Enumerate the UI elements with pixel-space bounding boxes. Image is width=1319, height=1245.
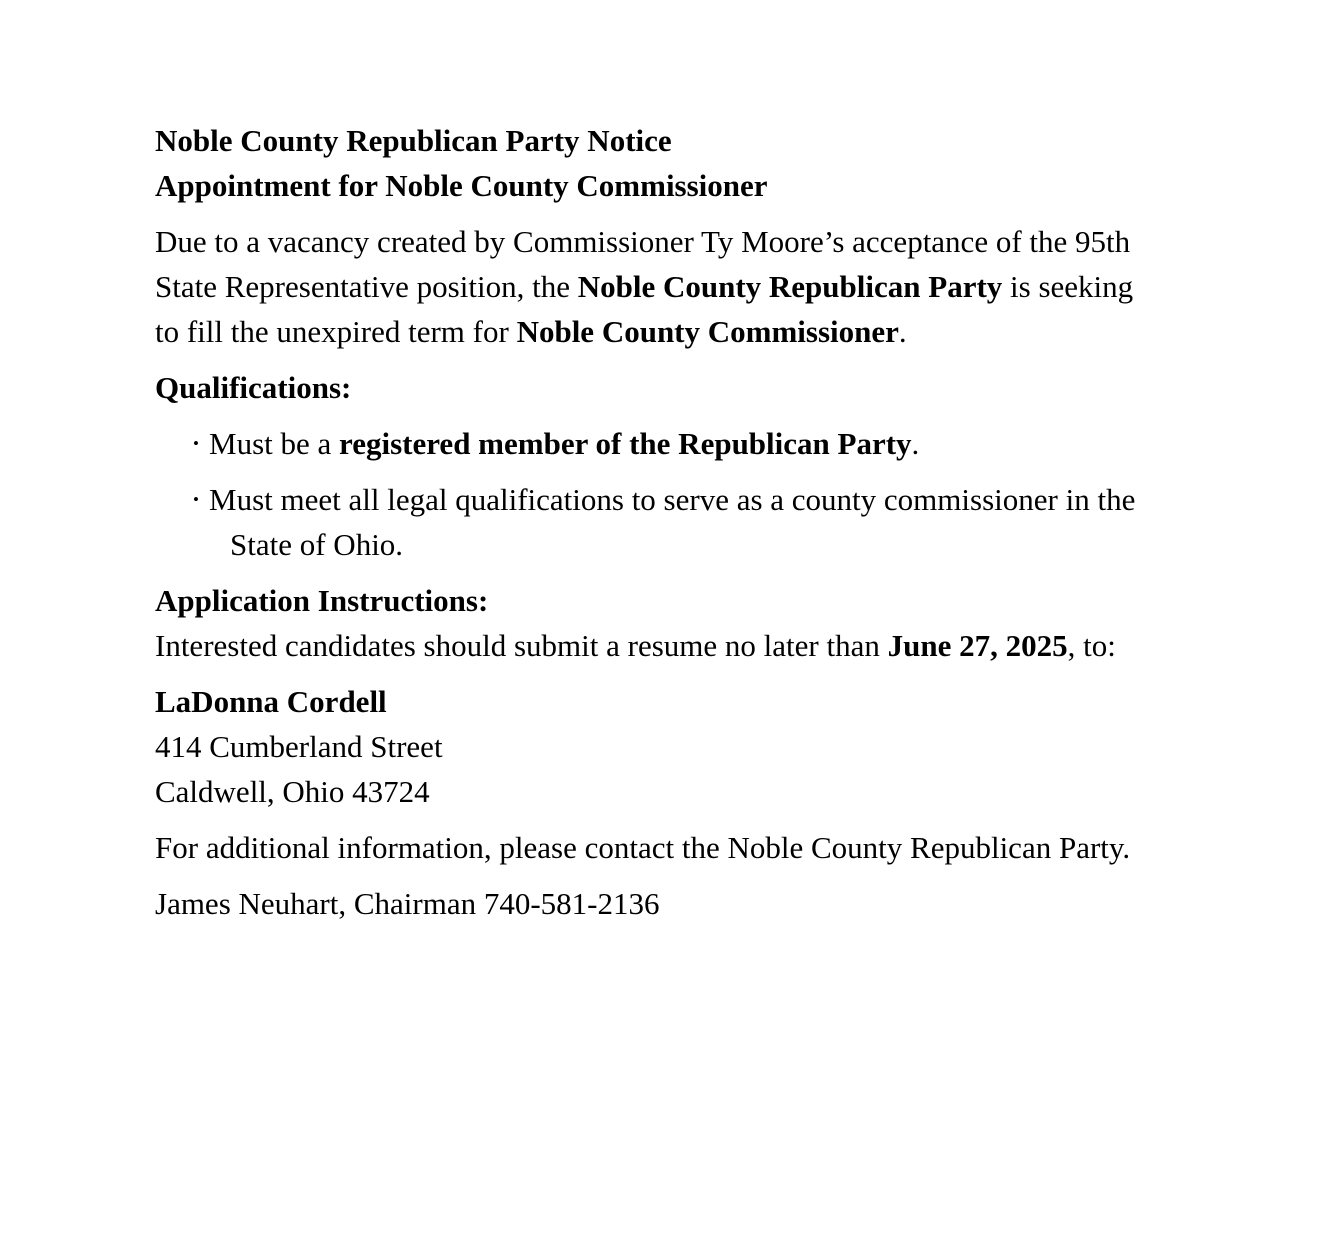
title-line-2: Appointment for Noble County Commissioner xyxy=(155,168,768,203)
document-title xyxy=(155,118,1165,208)
intro-bold-party: Noble County Republican Party xyxy=(577,269,1003,304)
bullet1-text: Must be a xyxy=(209,426,340,461)
bullet-icon: • xyxy=(193,434,199,453)
bullet2-text: Must meet all legal qualifications to serve as a county commissioner in the State of Ohio. xyxy=(209,482,1136,562)
contact-name: LaDonna Cordell xyxy=(155,684,387,719)
intro-text-2: is seeking to fill the unexpired term for xyxy=(155,269,1134,349)
contact-address-1: 414 Cumberland Street xyxy=(155,729,443,764)
intro-text: Due to a vacancy created by Commissioner Ty Moore’s acceptance of the 95th State Representative position, the xyxy=(155,224,1131,304)
bullet-icon: • xyxy=(193,490,199,509)
contact-block xyxy=(155,679,1165,814)
list-item xyxy=(155,421,1165,466)
application-deadline-bold: June 27, 2025 xyxy=(887,628,1068,663)
intro-period: . xyxy=(898,314,907,349)
application-text: Interested candidates should submit a resume no later than xyxy=(155,628,888,663)
bullet1-period: . xyxy=(911,426,920,461)
contact-address-2: Caldwell, Ohio 43724 xyxy=(155,774,430,809)
intro-paragraph xyxy=(155,219,1165,354)
additional-info-paragraph: For additional information, please contact the Noble County Republican Party. xyxy=(155,830,1131,865)
list-item xyxy=(155,477,1165,567)
intro-bold-commissioner: Noble County Commissioner xyxy=(516,314,899,349)
bullet1-bold: registered member of the Republican Party xyxy=(339,426,912,461)
application-block xyxy=(155,578,1165,668)
application-text-2: , to: xyxy=(1067,628,1116,663)
title-line-1: Noble County Republican Party Notice xyxy=(155,123,672,158)
qualifications-list xyxy=(155,421,1165,567)
application-heading: Application Instructions: xyxy=(155,583,489,618)
chairman-paragraph: James Neuhart, Chairman 740-581-2136 xyxy=(155,886,660,921)
qualifications-heading: Qualifications: xyxy=(155,370,352,405)
